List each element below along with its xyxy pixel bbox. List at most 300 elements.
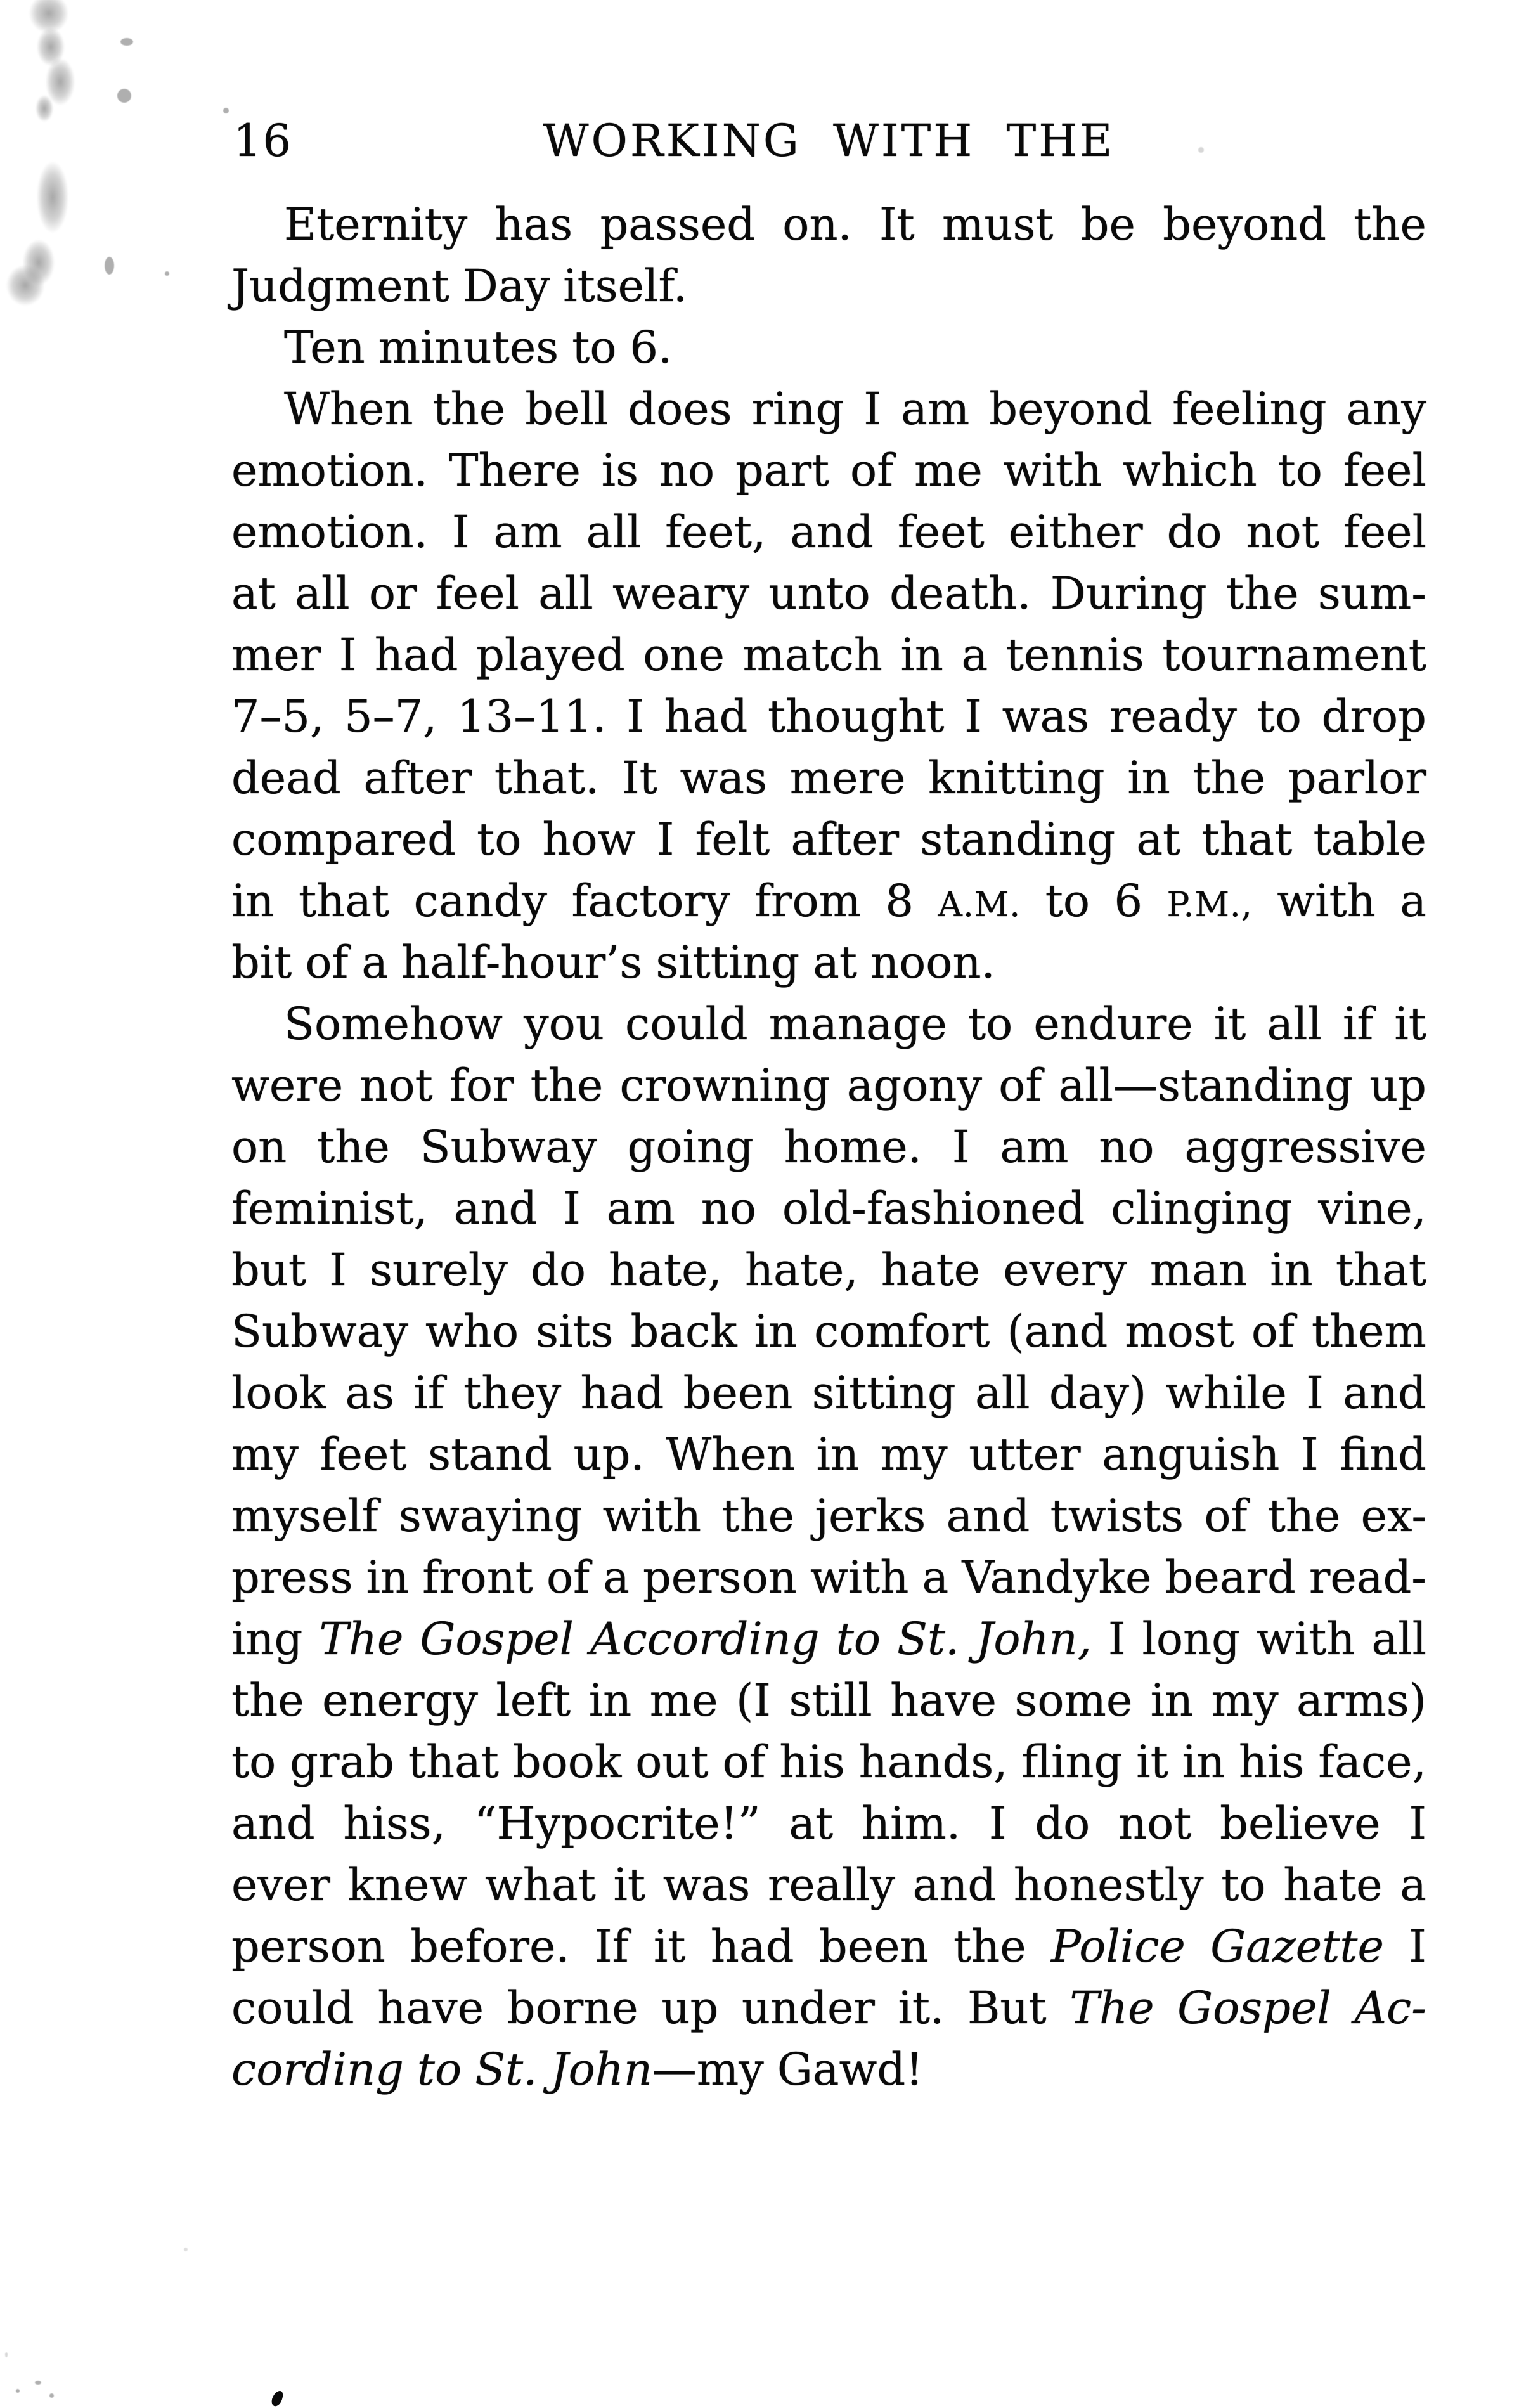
word: 8	[885, 875, 914, 927]
word: factory	[571, 875, 730, 927]
word: I	[1306, 1367, 1324, 1419]
word: day)	[1049, 1367, 1147, 1419]
word: St.	[475, 2043, 538, 2095]
word: no	[659, 444, 715, 496]
word: read-	[1309, 1551, 1426, 1603]
word: was	[662, 1859, 751, 1911]
word: I	[1409, 1920, 1426, 1972]
word: bit	[231, 936, 292, 988]
text-line	[231, 1609, 1426, 1670]
word: If	[595, 1920, 629, 1972]
word: with	[1256, 1613, 1355, 1665]
word: that	[298, 875, 390, 927]
word: you	[524, 998, 604, 1050]
word: Gospel	[420, 1613, 574, 1665]
scan-smudge	[6, 265, 44, 306]
word: man	[1149, 1244, 1248, 1296]
word: person	[231, 1920, 385, 1972]
scan-speck	[120, 38, 133, 46]
text-line	[231, 1424, 1426, 1486]
word: me	[914, 444, 983, 496]
word: grab	[290, 1736, 394, 1788]
word: anguish	[1102, 1428, 1280, 1480]
word: it	[1213, 998, 1246, 1050]
word: been	[683, 1367, 793, 1419]
word: have	[890, 1674, 997, 1726]
word: (and	[1007, 1305, 1108, 1357]
word: clinging	[1111, 1182, 1293, 1234]
word: of	[305, 936, 349, 988]
word: have	[377, 1982, 484, 2034]
text-line	[231, 1978, 1426, 2039]
word: every	[1003, 1244, 1127, 1296]
word: had	[664, 690, 748, 742]
word: had	[580, 1367, 664, 1419]
word: weary	[612, 567, 750, 619]
word: knitting	[928, 752, 1105, 804]
word: after	[791, 813, 900, 865]
scan-speck	[105, 257, 114, 275]
word: is	[601, 444, 639, 496]
word: feel	[1343, 444, 1426, 496]
word: feel	[1343, 506, 1426, 558]
word: it	[653, 1920, 686, 1972]
word: The	[1069, 1982, 1154, 2034]
word: of	[1204, 1490, 1248, 1542]
word: compared	[231, 813, 456, 865]
word: hate,	[744, 1244, 858, 1296]
word: how	[542, 813, 636, 865]
word: Gazette	[1210, 1920, 1384, 1972]
word: up	[661, 1982, 719, 2034]
word: hate	[1283, 1859, 1383, 1911]
word: dead	[231, 752, 341, 804]
word: had	[710, 1920, 794, 1972]
word: could	[231, 1982, 354, 2034]
word: but	[231, 1244, 307, 1296]
word: that	[408, 1736, 499, 1788]
word: in	[1270, 1244, 1313, 1296]
word: am	[901, 383, 970, 435]
text-line	[231, 871, 1426, 932]
word: in	[816, 1428, 860, 1480]
word: of	[722, 1736, 766, 1788]
word: When	[666, 1428, 795, 1480]
word: in	[588, 1674, 632, 1726]
word: hiss,	[343, 1797, 446, 1849]
word: in	[1127, 752, 1170, 804]
word: beard	[1165, 1551, 1296, 1603]
word: with	[1277, 875, 1376, 927]
word: back	[630, 1305, 737, 1357]
word: emotion.	[231, 444, 428, 496]
word: (I	[735, 1674, 771, 1726]
word: myself	[231, 1490, 378, 1542]
scan-speck	[117, 89, 131, 103]
word: me	[649, 1674, 718, 1726]
word: swaying	[398, 1490, 583, 1542]
word: St.	[896, 1613, 960, 1665]
ink-mark	[269, 2389, 285, 2408]
running-header: WORKING WITH THE	[543, 115, 1115, 167]
text-line	[231, 1055, 1426, 1117]
word: to	[1221, 1859, 1266, 1911]
word: do	[1035, 1797, 1090, 1849]
word: not	[359, 1059, 433, 1111]
scan-speck	[184, 2248, 188, 2251]
word: all—standing	[1058, 1059, 1353, 1111]
word: hands,	[858, 1736, 1008, 1788]
word: had	[374, 629, 458, 681]
word: look	[231, 1367, 326, 1419]
word: bell	[525, 383, 609, 435]
word: still	[789, 1674, 872, 1726]
word: really	[767, 1859, 895, 1911]
word: some	[1014, 1674, 1133, 1726]
word: it	[1394, 998, 1426, 1050]
word: a	[922, 1551, 949, 1603]
word: out	[635, 1736, 709, 1788]
word: I	[1409, 1797, 1426, 1849]
word: felt	[695, 813, 770, 865]
word: as	[345, 1367, 395, 1419]
word: the	[432, 383, 506, 435]
word: left	[496, 1674, 571, 1726]
word: to	[417, 2043, 462, 2095]
word: hate,	[609, 1244, 722, 1296]
word: could	[625, 998, 748, 1050]
scan-speck	[5, 2352, 8, 2357]
word: am	[1000, 1121, 1069, 1173]
text-line	[231, 1793, 1426, 1855]
scan-speck	[165, 271, 169, 276]
word: either	[1008, 506, 1143, 558]
word: 13–11.	[457, 690, 607, 742]
word: 6.	[630, 321, 673, 373]
word: in	[900, 629, 943, 681]
word: mere	[789, 752, 906, 804]
word: parlor	[1288, 752, 1426, 804]
word: “Hypocrite!”	[474, 1797, 761, 1849]
word: it	[1136, 1736, 1168, 1788]
word: the	[530, 1059, 604, 1111]
word: do	[1166, 506, 1222, 558]
word: passed	[600, 198, 756, 250]
word: on	[231, 1121, 287, 1173]
word: with	[1003, 444, 1102, 496]
word: of	[998, 1059, 1042, 1111]
word: a	[1400, 875, 1426, 927]
word: long	[1142, 1613, 1240, 1665]
word: that.	[494, 752, 600, 804]
word: to	[1257, 690, 1302, 742]
word: During	[1050, 567, 1207, 619]
word: to	[231, 1736, 276, 1788]
word: I	[626, 690, 644, 742]
text-line	[231, 625, 1426, 686]
word: old-fashioned	[782, 1182, 1085, 1234]
word: front	[422, 1551, 533, 1603]
word: any	[1346, 383, 1426, 435]
word: a	[1400, 1859, 1426, 1911]
word: match	[742, 629, 882, 681]
word: his	[779, 1736, 845, 1788]
text-line	[231, 994, 1426, 1055]
word: if	[413, 1367, 444, 1419]
word: in	[754, 1305, 798, 1357]
word: ring	[751, 383, 844, 435]
word: in	[1150, 1674, 1194, 1726]
word: knew	[347, 1859, 468, 1911]
word: sits	[536, 1305, 614, 1357]
word: I	[656, 813, 675, 865]
text-line	[231, 1547, 1426, 1609]
word: crowning	[619, 1059, 830, 1111]
word: or	[368, 567, 417, 619]
scan-speck	[16, 2389, 20, 2393]
word: I	[1108, 1613, 1126, 1665]
word: am	[606, 1182, 675, 1234]
word: ever	[231, 1859, 330, 1911]
word: mer	[231, 629, 321, 681]
text-line	[231, 1670, 1426, 1732]
word: standing	[920, 813, 1116, 865]
word: be	[1080, 198, 1135, 250]
word: were	[231, 1059, 344, 1111]
word: with	[602, 1490, 702, 1542]
word: the	[231, 1674, 304, 1726]
word: at	[1136, 813, 1181, 865]
word: I	[1301, 1428, 1319, 1480]
word: do	[531, 1244, 586, 1296]
word: I	[964, 690, 982, 742]
word: from	[754, 875, 861, 927]
word: When	[284, 383, 413, 435]
word: to	[968, 998, 1013, 1050]
word: in	[1182, 1736, 1225, 1788]
word: Subway	[231, 1305, 409, 1357]
word: It	[879, 198, 915, 250]
word: of	[546, 1551, 590, 1603]
text-line	[231, 1178, 1426, 1240]
word: But	[967, 1982, 1047, 2034]
word: all	[1267, 998, 1322, 1050]
word: Judgment	[231, 260, 449, 312]
text-line	[231, 502, 1426, 563]
text-line	[231, 1486, 1426, 1547]
word: of	[850, 444, 894, 496]
word: Gawd!	[777, 2043, 924, 2095]
word: I	[329, 1244, 347, 1296]
word: his	[1239, 1736, 1305, 1788]
word: before.	[410, 1920, 570, 1972]
word: all	[975, 1367, 1030, 1419]
word: Subway	[420, 1121, 597, 1173]
word: my	[1211, 1674, 1279, 1726]
word: According	[590, 1613, 820, 1665]
word: P.M.,	[1166, 885, 1253, 924]
word: him.	[862, 1797, 961, 1849]
word: does	[628, 383, 732, 435]
word: must	[942, 198, 1054, 250]
word: endure	[1033, 998, 1193, 1050]
word: and	[912, 1859, 997, 1911]
word: been	[818, 1920, 929, 1972]
word: sitting	[811, 1367, 956, 1419]
word: to	[572, 321, 617, 373]
word: has	[494, 198, 573, 250]
text-line	[231, 748, 1426, 809]
word: arms)	[1296, 1674, 1426, 1726]
word: for	[449, 1059, 514, 1111]
word: noon.	[870, 936, 995, 988]
word: on.	[782, 198, 852, 250]
scan-speck	[35, 2381, 41, 2385]
scan-speck	[49, 2393, 54, 2398]
word: death.	[889, 567, 1031, 619]
word: no	[701, 1182, 756, 1234]
word: not	[1246, 506, 1319, 558]
word: I	[863, 383, 882, 435]
word: Day	[462, 260, 550, 312]
word: John—my	[550, 2043, 764, 2095]
text-line	[231, 686, 1426, 748]
word: in	[231, 875, 275, 927]
word: all	[295, 567, 350, 619]
word: all	[586, 506, 642, 558]
word: honestly	[1013, 1859, 1204, 1911]
word: feet	[897, 506, 985, 558]
word: and	[1343, 1367, 1426, 1419]
word: that	[1335, 1244, 1426, 1296]
word: up	[1369, 1059, 1426, 1111]
word: fling	[1021, 1736, 1123, 1788]
word: thought	[768, 690, 945, 742]
word: sitting	[656, 936, 800, 988]
word: vine,	[1318, 1182, 1426, 1234]
word: Police	[1051, 1920, 1186, 1972]
word: no	[1099, 1121, 1154, 1173]
word: with	[810, 1551, 909, 1603]
word: 7–5,	[231, 690, 325, 742]
word: was	[680, 752, 768, 804]
word: beyond	[1163, 198, 1327, 250]
word: it.	[898, 1982, 945, 2034]
word: tennis	[1005, 629, 1144, 681]
word: my	[880, 1428, 948, 1480]
word: utter	[969, 1428, 1081, 1480]
word: Ac-	[1354, 1982, 1426, 2034]
word: a	[603, 1551, 630, 1603]
word: the	[1226, 567, 1299, 619]
word: and	[453, 1182, 538, 1234]
word: a	[361, 936, 389, 988]
word: agony	[846, 1059, 983, 1111]
word: borne	[507, 1982, 638, 2034]
word: hate	[881, 1244, 981, 1296]
text-line	[231, 256, 1426, 317]
word: at	[813, 936, 858, 988]
word: was	[1002, 690, 1090, 742]
word: Eternity	[284, 198, 468, 250]
word: them	[1311, 1305, 1426, 1357]
word: up.	[573, 1428, 645, 1480]
word: all	[1371, 1613, 1426, 1665]
word: the	[317, 1121, 390, 1173]
word: A.M.	[938, 885, 1021, 924]
word: cording	[231, 2043, 404, 2095]
word: while	[1165, 1367, 1287, 1419]
word: There	[448, 444, 581, 496]
word: Gospel	[1177, 1982, 1331, 2034]
word: the	[1192, 752, 1266, 804]
word: emotion.	[231, 506, 428, 558]
word: Somehow	[284, 998, 503, 1050]
text-line	[231, 1240, 1426, 1301]
word: press	[231, 1551, 353, 1603]
word: if	[1343, 998, 1374, 1050]
word: and	[790, 506, 874, 558]
word: believe	[1220, 1797, 1381, 1849]
word: they	[463, 1367, 562, 1419]
word: The	[319, 1613, 404, 1665]
word: after	[363, 752, 472, 804]
word: played	[476, 629, 625, 681]
word: and	[231, 1797, 315, 1849]
page-body	[231, 194, 1426, 2101]
word: half-hour’s	[401, 936, 643, 988]
word: under	[741, 1982, 875, 2034]
word: energy	[322, 1674, 478, 1726]
word: person	[642, 1551, 797, 1603]
word: feet	[320, 1428, 407, 1480]
word: who	[425, 1305, 519, 1357]
word: the	[721, 1490, 795, 1542]
word: John,	[976, 1613, 1092, 1665]
word: table	[1313, 813, 1426, 865]
text-line	[231, 932, 1426, 994]
word: at	[789, 1797, 834, 1849]
text-line	[231, 809, 1426, 871]
word: I	[952, 1121, 970, 1173]
text-line	[231, 1301, 1426, 1363]
word: the	[1267, 1490, 1341, 1542]
text-line	[231, 317, 1426, 379]
word: I	[339, 629, 357, 681]
word: at	[231, 567, 276, 619]
word: feet,	[665, 506, 766, 558]
word: sum-	[1317, 567, 1426, 619]
word: of	[1251, 1305, 1295, 1357]
word: jerks	[815, 1490, 926, 1542]
word: find	[1340, 1428, 1426, 1480]
word: minutes	[378, 321, 559, 373]
word: 6	[1114, 875, 1143, 927]
word: one	[643, 629, 725, 681]
word: drop	[1321, 690, 1426, 742]
word: home.	[784, 1121, 922, 1173]
word: I	[451, 506, 470, 558]
word: book	[512, 1736, 622, 1788]
word: I	[988, 1797, 1007, 1849]
text-line	[231, 563, 1426, 625]
word: the	[953, 1920, 1026, 1972]
word: ready	[1109, 690, 1237, 742]
word: aggressive	[1184, 1121, 1426, 1173]
word: beyond	[989, 383, 1153, 435]
word: to	[1277, 444, 1322, 496]
word: the	[1354, 198, 1426, 250]
